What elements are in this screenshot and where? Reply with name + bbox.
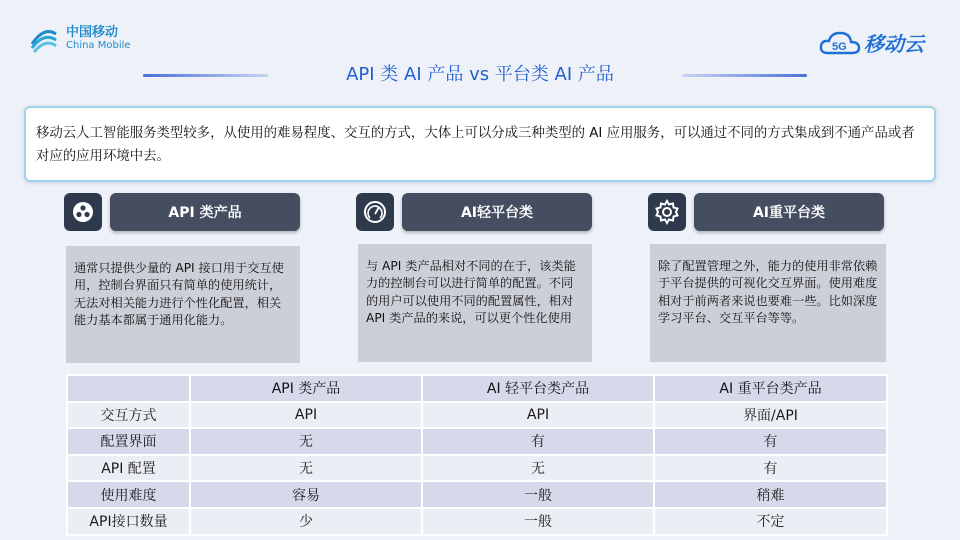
table-cell: 有 xyxy=(654,428,887,455)
table-cell: 无 xyxy=(422,455,654,482)
table-cell: API接口数量 xyxy=(67,508,190,535)
table-header-cell: AI 轻平台类产品 xyxy=(422,375,654,402)
table-row xyxy=(67,508,887,535)
table-row xyxy=(67,481,887,508)
table-cell: 一般 xyxy=(422,481,654,508)
table-cell: 无 xyxy=(190,455,422,482)
comparison-table xyxy=(66,374,888,536)
table-cell: API xyxy=(190,402,422,429)
logo-en-text: China Mobile xyxy=(66,40,131,51)
category-api-header: API 类产品 xyxy=(110,193,300,231)
table-cell: 使用难度 xyxy=(67,481,190,508)
table-header-cell: AI 重平台类产品 xyxy=(654,375,887,402)
category-api-desc: 通常只提供少量的 API 接口用于交互使用，控制台界面只有简单的使用统计，无法对相关能力进行个性化配置，相关能力基本都属于通用化能力。 xyxy=(66,246,300,363)
table-row xyxy=(67,455,887,482)
gauge-icon xyxy=(356,193,394,231)
table-cell: 一般 xyxy=(422,508,654,535)
table-cell: 无 xyxy=(190,428,422,455)
china-mobile-mark-icon xyxy=(28,24,60,54)
category-heavy-header: AI重平台类 xyxy=(694,193,884,231)
table-cell: 交互方式 xyxy=(67,402,190,429)
intro-box: 移动云人工智能服务类型较多，从使用的难易程度、交互的方式，大体上可以分成三种类型的 AI 应用服务，可以通过不同的方式集成到不通产品或者对应的应用环境中去。 xyxy=(24,106,936,182)
table-header-cell: API 类产品 xyxy=(190,375,422,402)
table-header-row xyxy=(67,375,887,402)
category-heavy-desc: 除了配置管理之外，能力的使用非常依赖于平台提供的可视化交互界面。使用难度相对于前两者来说也要难一些。比如深度学习平台、交互平台等等。 xyxy=(650,244,886,362)
gear-icon xyxy=(648,193,686,231)
title-line-right xyxy=(682,74,807,77)
category-light-header: AI轻平台类 xyxy=(402,193,592,231)
table-cell: 少 xyxy=(190,508,422,535)
table-cell: 容易 xyxy=(190,481,422,508)
china-mobile-logo xyxy=(28,24,131,54)
logo-brand-text: 移动云 xyxy=(864,32,924,56)
table-cell: 有 xyxy=(654,455,887,482)
cloud-5g-icon xyxy=(818,29,862,57)
table-cell: API xyxy=(422,402,654,429)
table-cell: API 配置 xyxy=(67,455,190,482)
table-cell: 界面/API xyxy=(654,402,887,429)
logo-5g-text: 5G xyxy=(832,40,847,53)
table-header-cell xyxy=(67,375,190,402)
category-light-desc: 与 API 类产品相对不同的在于，该类能力的控制台可以进行简单的配置。不同的用户可以使用不同的配置属性，相对 API 类产品的来说，可以更个性化使用 xyxy=(358,244,592,362)
table-cell: 不定 xyxy=(654,508,887,535)
api-icon xyxy=(64,193,102,231)
title-bar xyxy=(0,58,960,86)
table-cell: 稍难 xyxy=(654,481,887,508)
mobile-cloud-logo xyxy=(818,28,924,57)
table-row xyxy=(67,402,887,429)
page-title: API 类 AI 产品 vs 平台类 AI 产品 xyxy=(346,64,614,85)
table-cell: 配置界面 xyxy=(67,428,190,455)
logo-cn-text: 中国移动 xyxy=(66,25,119,40)
table-cell: 有 xyxy=(422,428,654,455)
table-row xyxy=(67,428,887,455)
